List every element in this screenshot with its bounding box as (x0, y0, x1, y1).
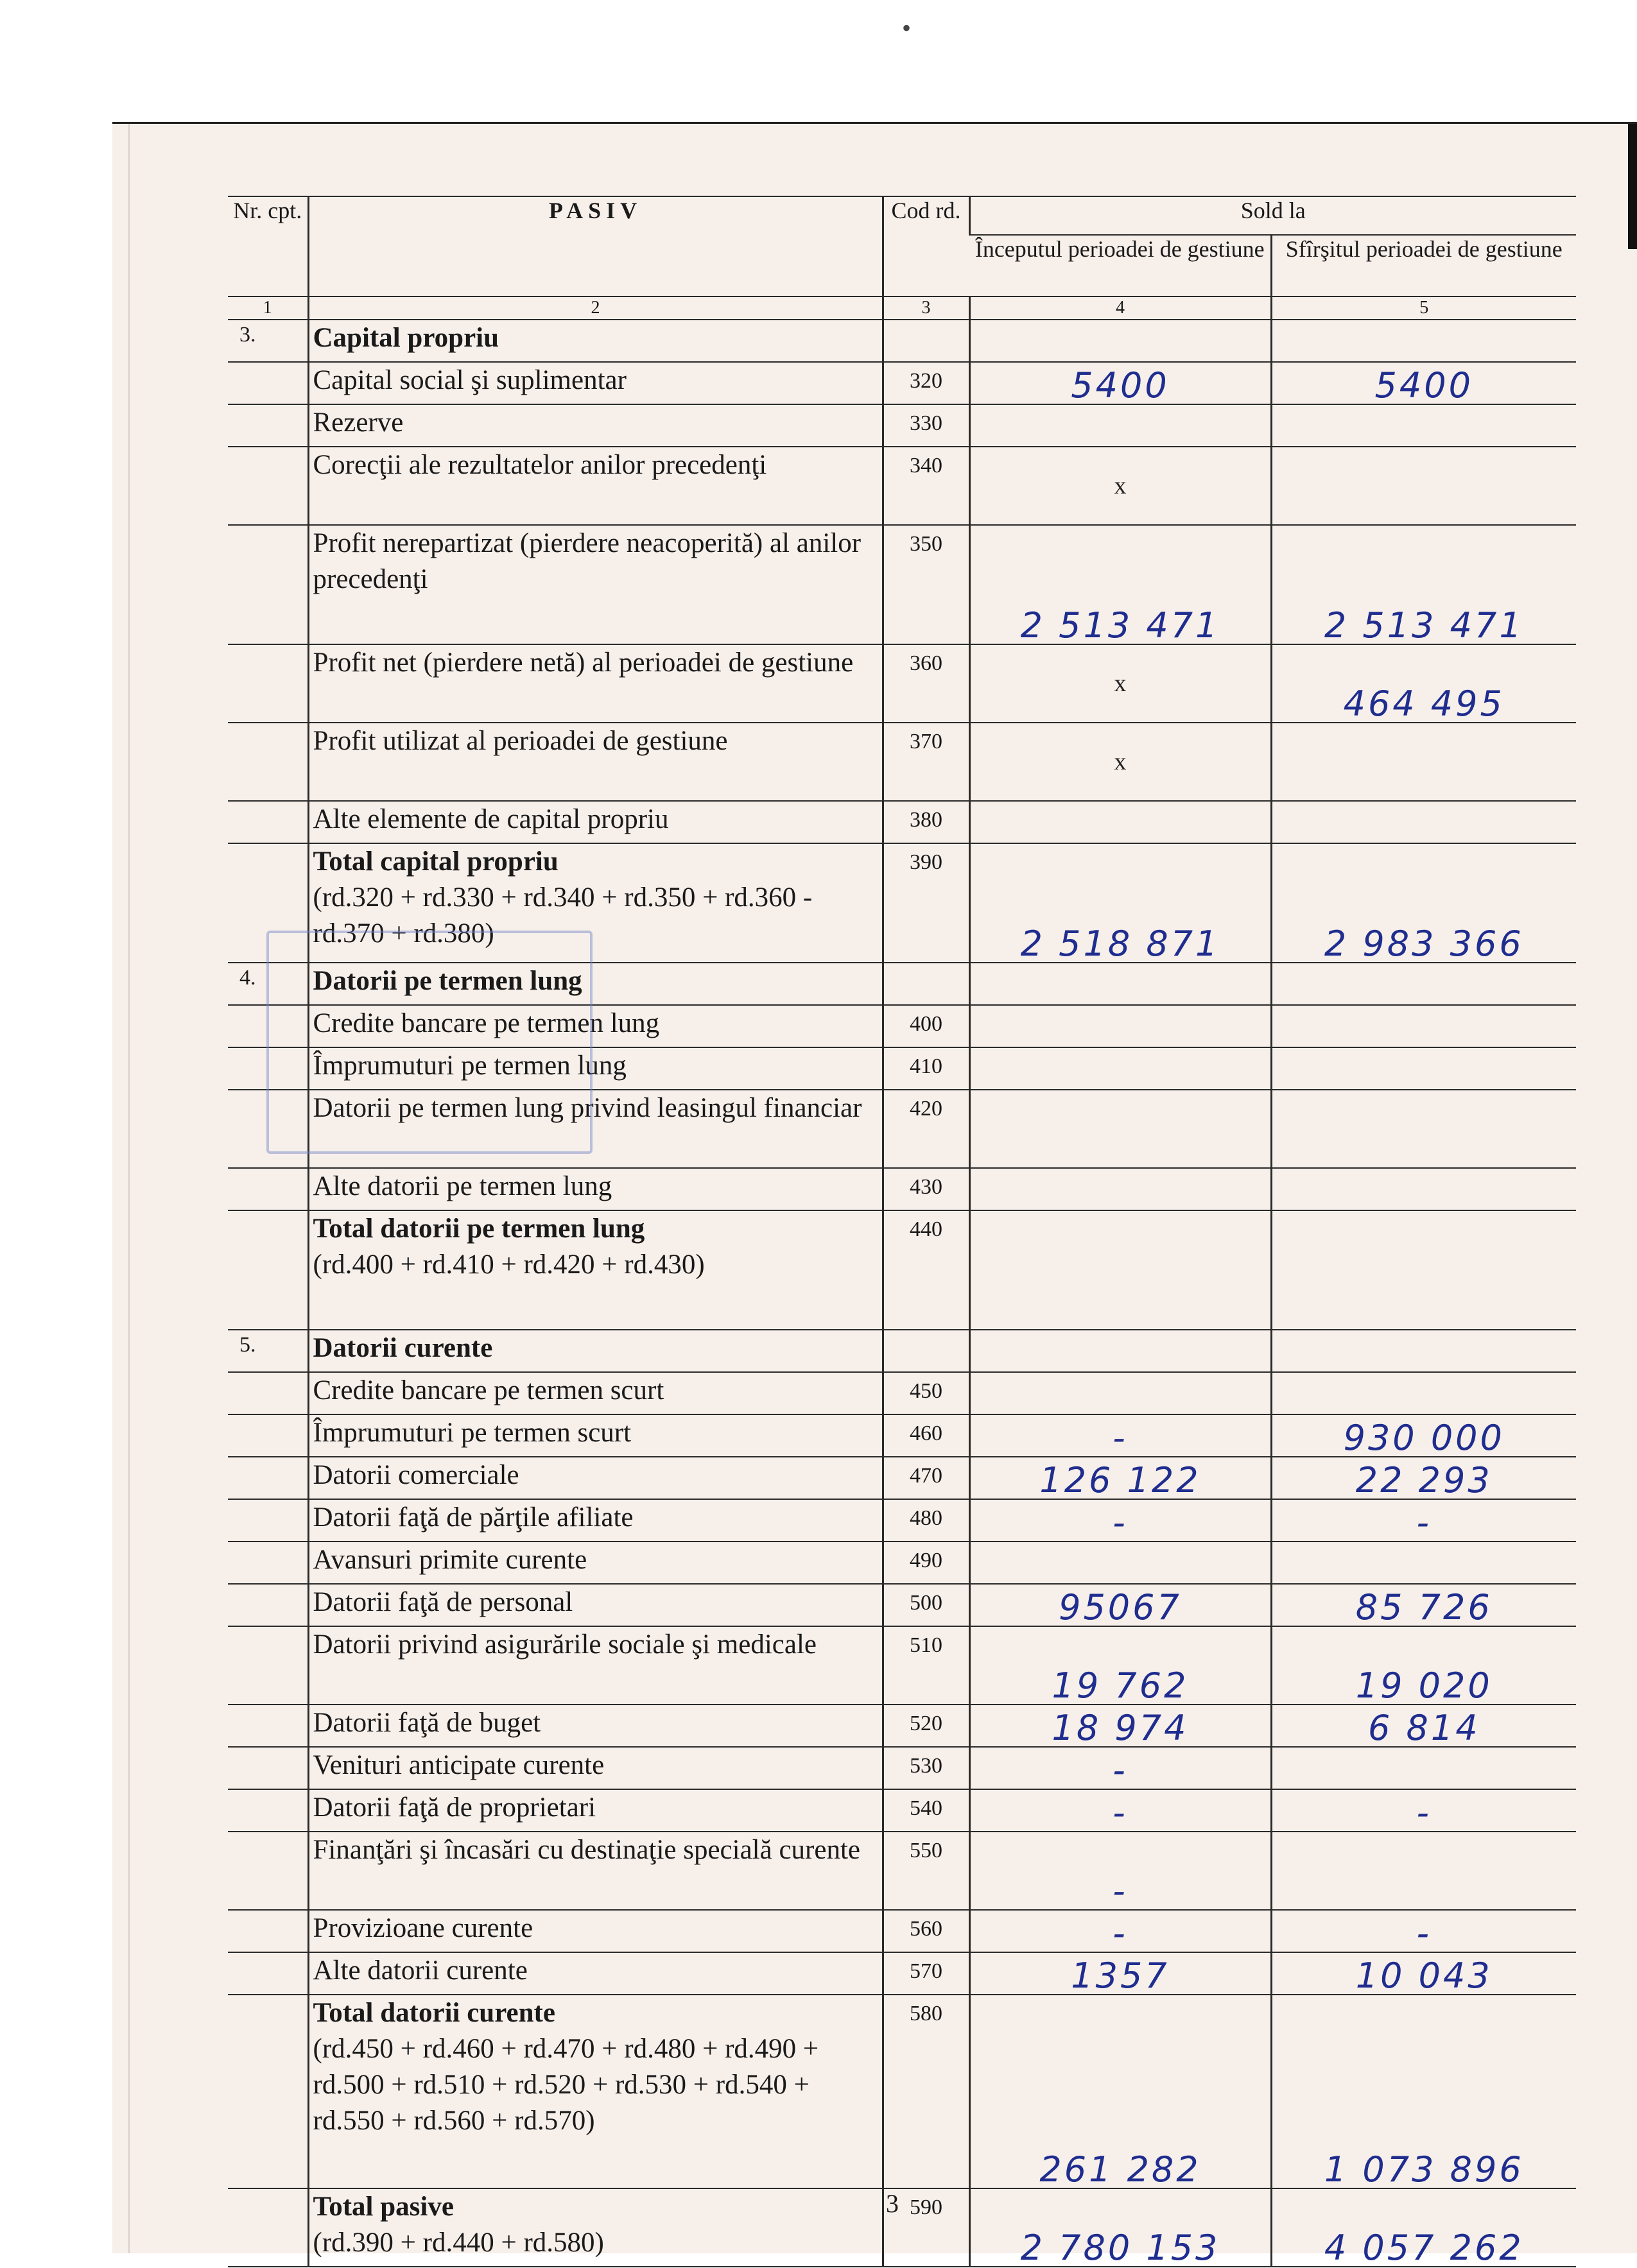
value-end: 464 495 (1271, 644, 1576, 723)
header-nr-cpt: Nr. cpt. (228, 196, 308, 296)
row-code: 520 (883, 1705, 969, 1747)
row-code: 590 (883, 2188, 969, 2267)
total-label-cell (308, 1995, 883, 2188)
table-row (228, 1832, 1576, 1910)
table-row (228, 1090, 1576, 1168)
table-row (228, 1414, 1576, 1457)
row-code: 490 (883, 1542, 969, 1584)
section-header-row (228, 320, 1576, 362)
row-nr-cell (228, 362, 308, 404)
row-code: 340 (883, 447, 969, 525)
header-pasiv: PASIV (308, 196, 883, 296)
value-end: 6 814 (1271, 1705, 1576, 1747)
value-end: 2 513 471 (1271, 525, 1576, 644)
row-label: Datorii comerciale (308, 1457, 883, 1499)
value-start: 95067 (969, 1584, 1271, 1626)
value-end: 930 000 (1271, 1414, 1576, 1457)
table-row (228, 1542, 1576, 1584)
section-number: 4. (228, 963, 308, 1005)
page-number: 3 (886, 2189, 899, 2218)
row-nr-cell (228, 1952, 308, 1995)
row-label: Datorii faţă de proprietari (308, 1789, 883, 1832)
value-end: 22 293 (1271, 1457, 1576, 1499)
value-end: - (1271, 1499, 1576, 1542)
value-start (969, 1210, 1271, 1330)
table-row (228, 1005, 1576, 1047)
row-nr-cell (228, 525, 308, 644)
header-inceput: Începutul perioadei de gestiune (969, 235, 1271, 296)
row-nr-cell (228, 1005, 308, 1047)
table-row (228, 723, 1576, 801)
row-label: Credite bancare pe termen lung (308, 1005, 883, 1047)
table-row (228, 1789, 1576, 1832)
row-code: 460 (883, 1414, 969, 1457)
value-end (1271, 801, 1576, 843)
row-nr-cell (228, 801, 308, 843)
pasiv-table (228, 196, 1576, 2267)
value-end (1271, 1210, 1576, 1330)
grand-total-title: Total pasive (313, 2192, 454, 2222)
value-end (1271, 1832, 1576, 1910)
value-start (969, 1005, 1271, 1047)
row-label: Împrumuturi pe termen lung (308, 1047, 883, 1090)
value-start (969, 801, 1271, 843)
value-start: 18 974 (969, 1705, 1271, 1747)
row-nr-cell (228, 1047, 308, 1090)
value-start: 1357 (969, 1952, 1271, 1995)
value-end: 1 073 896 (1271, 1995, 1576, 2188)
table-row (228, 1584, 1576, 1626)
row-label: Finanţări şi încasări cu destinaţie specială curente (308, 1832, 883, 1910)
value-end (1271, 1372, 1576, 1414)
row-code: 420 (883, 1090, 969, 1168)
row-label: Avansuri primite curente (308, 1542, 883, 1584)
value-end: 5400 (1271, 362, 1576, 404)
total-label-cell (308, 843, 883, 963)
row-label: Rezerve (308, 404, 883, 447)
row-label: Împrumuturi pe termen scurt (308, 1414, 883, 1457)
value-end: - (1271, 1789, 1576, 1832)
value-start: 19 762 (969, 1626, 1271, 1705)
row-code: 560 (883, 1910, 969, 1952)
value-start (969, 1168, 1271, 1210)
value-start: - (969, 1910, 1271, 1952)
row-label: Profit utilizat al perioadei de gestiune (308, 723, 883, 801)
row-nr-cell (228, 1747, 308, 1789)
value-end: 2 983 366 (1271, 843, 1576, 963)
row-nr-cell (228, 1789, 308, 1832)
total-title: Total datorii pe termen lung (313, 1214, 645, 1244)
value-end (1271, 1005, 1576, 1047)
value-end (1271, 723, 1576, 801)
value-start (969, 404, 1271, 447)
row-code: 380 (883, 801, 969, 843)
row-label: Capital social şi suplimentar (308, 362, 883, 404)
value-end: 10 043 (1271, 1952, 1576, 1995)
total-title: Total capital propriu (313, 846, 559, 877)
row-code: 510 (883, 1626, 969, 1705)
empty-cell (883, 320, 969, 362)
table-body (228, 320, 1576, 2267)
total-formula: (rd.450 + rd.460 + rd.470 + rd.480 + rd.490 + rd.500 + rd.510 + rd.520 + rd.530 + rd.540 + rd.550 + rd.560 + rd.570) (313, 2034, 819, 2136)
row-nr-cell (228, 1457, 308, 1499)
value-start: 2 513 471 (969, 525, 1271, 644)
empty-cell (1271, 320, 1576, 362)
table-row (228, 801, 1576, 843)
row-code: 410 (883, 1047, 969, 1090)
row-code: 530 (883, 1747, 969, 1789)
total-formula: (rd.400 + rd.410 + rd.420 + rd.430) (313, 1250, 705, 1280)
col-number: 5 (1271, 296, 1576, 320)
value-end (1271, 1090, 1576, 1168)
header-sold-la: Sold la (969, 196, 1576, 235)
row-code: 540 (883, 1789, 969, 1832)
row-nr-cell (228, 1414, 308, 1457)
value-start: 5400 (969, 362, 1271, 404)
row-nr-cell (228, 1168, 308, 1210)
row-nr-cell (228, 1584, 308, 1626)
total-formula: (rd.320 + rd.330 + rd.340 + rd.350 + rd.360 - rd.370 + rd.380) (313, 882, 813, 949)
row-nr-cell (228, 1995, 308, 2188)
value-start: 2 518 871 (969, 843, 1271, 963)
value-start: - (969, 1747, 1271, 1789)
total-row (228, 1995, 1576, 2188)
value-start: - (969, 1832, 1271, 1910)
row-label: Credite bancare pe termen scurt (308, 1372, 883, 1414)
value-end: - (1271, 1910, 1576, 1952)
total-title: Total datorii curente (313, 1998, 555, 2028)
row-code: 470 (883, 1457, 969, 1499)
section-title: Datorii curente (308, 1330, 883, 1372)
row-nr-cell (228, 404, 308, 447)
table-row (228, 404, 1576, 447)
grand-total-formula: (rd.390 + rd.440 + rd.580) (313, 2228, 604, 2258)
row-code: 430 (883, 1168, 969, 1210)
row-code: 390 (883, 843, 969, 963)
empty-cell (969, 963, 1271, 1005)
row-nr-cell (228, 843, 308, 963)
value-start: - (969, 1499, 1271, 1542)
table-row (228, 1705, 1576, 1747)
section-number: 3. (228, 320, 308, 362)
row-code: 400 (883, 1005, 969, 1047)
header-cod-rd: Cod rd. (883, 196, 969, 296)
row-nr-cell (228, 2188, 308, 2267)
value-end: 85 726 (1271, 1584, 1576, 1626)
row-code: 500 (883, 1584, 969, 1626)
value-start (969, 1047, 1271, 1090)
col-number: 1 (228, 296, 308, 320)
table-row (228, 1457, 1576, 1499)
grand-total-label-cell (308, 2188, 883, 2267)
total-row (228, 843, 1576, 963)
row-nr-cell (228, 1090, 308, 1168)
row-label: Provizioane curente (308, 1910, 883, 1952)
row-label: Datorii pe termen lung privind leasingul financiar (308, 1090, 883, 1168)
value-start: 126 122 (969, 1457, 1271, 1499)
row-code: 580 (883, 1995, 969, 2188)
col-number: 2 (308, 296, 883, 320)
row-label: Profit net (pierdere netă) al perioadei de gestiune (308, 644, 883, 723)
row-nr-cell (228, 1705, 308, 1747)
section-title: Capital propriu (308, 320, 883, 362)
row-nr-cell (228, 1626, 308, 1705)
table-row (228, 362, 1576, 404)
table-row (228, 447, 1576, 525)
value-start: x (969, 644, 1271, 723)
row-nr-cell (228, 1832, 308, 1910)
value-end (1271, 1168, 1576, 1210)
section-header-row (228, 963, 1576, 1005)
value-start: - (969, 1414, 1271, 1457)
row-code: 440 (883, 1210, 969, 1330)
row-code: 450 (883, 1372, 969, 1414)
total-label-cell (308, 1210, 883, 1330)
empty-cell (883, 1330, 969, 1372)
row-nr-cell (228, 1372, 308, 1414)
row-code: 570 (883, 1952, 969, 1995)
value-end: 4 057 262 (1271, 2188, 1576, 2267)
row-code: 370 (883, 723, 969, 801)
value-start (969, 1090, 1271, 1168)
row-code: 350 (883, 525, 969, 644)
value-start (969, 1372, 1271, 1414)
table-row (228, 1168, 1576, 1210)
row-label: Profit nerepartizat (pierdere neacoperită) al anilor precedenţi (308, 525, 883, 644)
section-title: Datorii pe termen lung (308, 963, 883, 1005)
value-end (1271, 1047, 1576, 1090)
col-number: 3 (883, 296, 969, 320)
header-sfirsit: Sfîrşitul perioadei de gestiune (1271, 235, 1576, 296)
row-label: Datorii faţă de părţile afiliate (308, 1499, 883, 1542)
value-end (1271, 1747, 1576, 1789)
row-nr-cell (228, 644, 308, 723)
row-label: Datorii privind asigurările sociale şi medicale (308, 1626, 883, 1705)
table-row (228, 1499, 1576, 1542)
empty-cell (969, 1330, 1271, 1372)
row-code: 480 (883, 1499, 969, 1542)
row-label: Alte datorii pe termen lung (308, 1168, 883, 1210)
scan-speck: • (902, 13, 912, 42)
table-row (228, 1626, 1576, 1705)
table-row (228, 1952, 1576, 1995)
row-label: Corecţii ale rezultatelor anilor precedenţi (308, 447, 883, 525)
row-label: Alte datorii curente (308, 1952, 883, 1995)
row-code: 550 (883, 1832, 969, 1910)
row-label: Datorii faţă de personal (308, 1584, 883, 1626)
col-number: 4 (969, 296, 1271, 320)
row-nr-cell (228, 1542, 308, 1584)
table-row (228, 525, 1576, 644)
section-header-row (228, 1330, 1576, 1372)
value-end (1271, 404, 1576, 447)
row-label: Alte elemente de capital propriu (308, 801, 883, 843)
value-start: - (969, 1789, 1271, 1832)
row-label: Venituri anticipate curente (308, 1747, 883, 1789)
value-end (1271, 1542, 1576, 1584)
table-row (228, 644, 1576, 723)
row-nr-cell (228, 723, 308, 801)
value-end: 19 020 (1271, 1626, 1576, 1705)
value-start: 261 282 (969, 1995, 1271, 2188)
row-nr-cell (228, 1210, 308, 1330)
empty-cell (969, 320, 1271, 362)
value-end (1271, 447, 1576, 525)
row-code: 360 (883, 644, 969, 723)
value-start: x (969, 447, 1271, 525)
empty-cell (883, 963, 969, 1005)
table-row (228, 1747, 1576, 1789)
row-label: Datorii faţă de buget (308, 1705, 883, 1747)
row-nr-cell (228, 1910, 308, 1952)
value-start: 2 780 153 (969, 2188, 1271, 2267)
table-row (228, 1372, 1576, 1414)
row-nr-cell (228, 1499, 308, 1542)
scan-edge-shadow (1628, 124, 1637, 249)
empty-cell (1271, 963, 1576, 1005)
row-nr-cell (228, 447, 308, 525)
table-row (228, 1910, 1576, 1952)
total-row (228, 1210, 1576, 1330)
grand-total-row (228, 2188, 1576, 2267)
table-row (228, 1047, 1576, 1090)
row-code: 320 (883, 362, 969, 404)
section-number: 5. (228, 1330, 308, 1372)
value-start: x (969, 723, 1271, 801)
row-code: 330 (883, 404, 969, 447)
empty-cell (1271, 1330, 1576, 1372)
value-start (969, 1542, 1271, 1584)
